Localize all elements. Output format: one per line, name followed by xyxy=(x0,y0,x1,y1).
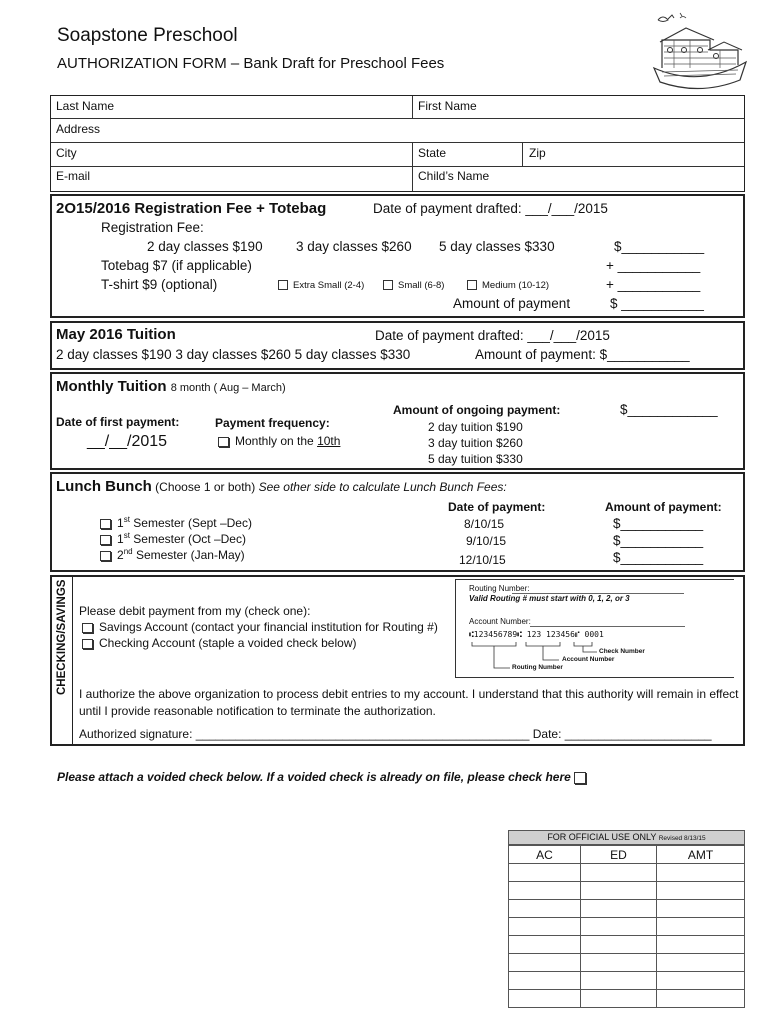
zip-field[interactable]: Zip xyxy=(529,146,546,160)
table-cell[interactable] xyxy=(657,936,745,954)
table-cell[interactable] xyxy=(581,954,657,972)
registration-fee-label: Registration Fee: xyxy=(101,220,204,235)
table-cell[interactable] xyxy=(657,918,745,936)
lunch-row-date: 9/10/15 xyxy=(466,534,507,548)
contact-info-table xyxy=(50,95,745,192)
may-amount[interactable]: Amount of payment: $___________ xyxy=(475,347,690,362)
col-ac: AC xyxy=(509,846,581,864)
table-cell[interactable] xyxy=(581,936,657,954)
table-cell[interactable] xyxy=(657,900,745,918)
registration-fee-line[interactable]: $___________ xyxy=(614,239,705,254)
may-tuition-title: May 2016 Tuition xyxy=(56,326,176,343)
table-cell[interactable] xyxy=(509,900,581,918)
table-cell[interactable] xyxy=(657,990,745,1008)
savings-option[interactable]: Savings Account (contact your financial institution for Routing #) xyxy=(82,620,438,634)
lunch-row-amount[interactable]: $___________ xyxy=(613,533,704,548)
state-field[interactable]: State xyxy=(418,146,447,160)
table-cell[interactable] xyxy=(657,864,745,882)
frequency-label: Payment frequency: xyxy=(215,416,330,430)
form-title: AUTHORIZATION FORM – Bank Draft for Preschool Fees xyxy=(57,55,445,72)
col-ed: ED xyxy=(581,846,657,864)
tshirt-line[interactable]: + ___________ xyxy=(606,277,701,292)
official-grid xyxy=(508,845,745,1008)
lunch-row-amount[interactable]: $___________ xyxy=(613,550,704,565)
totebag-fee: Totebag $7 (if applicable) xyxy=(101,258,252,273)
checkbox-icon[interactable] xyxy=(100,551,111,561)
table-cell[interactable] xyxy=(581,864,657,882)
table-cell[interactable] xyxy=(509,882,581,900)
tuition-5day: 5 day tuition $330 xyxy=(428,452,523,466)
check-number-caption: Check Number xyxy=(599,648,645,655)
table-cell[interactable] xyxy=(581,972,657,990)
lunch-date-header: Date of payment: xyxy=(448,500,546,514)
city-field[interactable]: City xyxy=(56,146,77,160)
lunch-row-amount[interactable]: $___________ xyxy=(613,516,704,531)
checkbox-icon[interactable] xyxy=(82,623,93,633)
tuition-2day: 2 day tuition $190 xyxy=(428,420,523,434)
authorization-line-1: I authorize the above organization to process debit entries to my account. I understand that this authority will remain in effect xyxy=(79,687,739,701)
may-prices: 2 day classes $190 3 day classes $260 5 day classes $330 xyxy=(56,347,411,362)
void-check-note: Please attach a voided check below. If a voided check is already on file, please check here xyxy=(57,770,592,784)
check-micr-line: ⑆123456789⑆ 123 123456⑈ 0001 xyxy=(469,630,604,639)
checkbox-icon[interactable] xyxy=(82,639,93,649)
lunch-amount-header: Amount of payment: xyxy=(605,500,722,514)
noahs-ark-illustration xyxy=(650,10,750,92)
table-cell[interactable] xyxy=(509,972,581,990)
official-use-header: FOR OFFICIAL USE ONLY Revised 8/13/15 xyxy=(508,830,745,845)
may-date-drafted[interactable]: Date of payment drafted: ___/___/2015 xyxy=(375,328,610,343)
check-valid-note: Valid Routing # must start with 0, 1, 2, or 3 xyxy=(469,594,630,603)
checkbox-icon[interactable] xyxy=(574,772,586,784)
table-cell[interactable] xyxy=(581,882,657,900)
checkbox-icon[interactable] xyxy=(278,280,288,290)
registration-date-drafted[interactable]: Date of payment drafted: ___/___/2015 xyxy=(373,201,608,216)
account-number-caption: Account Number xyxy=(562,656,615,663)
monthly-frequency-option[interactable]: Monthly on the 10th xyxy=(218,434,340,448)
email-field[interactable]: E-mail xyxy=(56,169,91,183)
registration-title: 2O15/2016 Registration Fee + Totebag xyxy=(56,200,327,217)
table-cell[interactable] xyxy=(581,918,657,936)
last-name-field[interactable]: Last Name xyxy=(56,99,115,113)
size-s-option[interactable]: Small (6-8) xyxy=(383,280,444,291)
table-cell[interactable] xyxy=(657,882,745,900)
table-cell[interactable] xyxy=(509,864,581,882)
fee-2day: 2 day classes $190 xyxy=(147,239,263,254)
official-use-table xyxy=(508,830,745,1008)
first-payment-date[interactable]: __/__/2015 xyxy=(87,433,168,450)
lunch-bunch-title: Lunch Bunch (Choose 1 or both) See other side to calculate Lunch Bunch Fees: xyxy=(56,478,507,495)
checkbox-icon[interactable] xyxy=(100,519,111,529)
first-name-field[interactable]: First Name xyxy=(418,99,477,113)
authorization-line-2: until I provide reasonable notification to terminate the authorization. xyxy=(79,704,436,718)
table-cell[interactable] xyxy=(509,990,581,1008)
table-cell[interactable] xyxy=(657,972,745,990)
signature-line[interactable]: Authorized signature: __________________________________________________ Date: ______________________ xyxy=(79,727,712,741)
check-routing-label: Routing Number: xyxy=(469,584,530,593)
routing-number-caption: Routing Number xyxy=(512,664,563,671)
school-name: Soapstone Preschool xyxy=(57,25,238,46)
table-cell[interactable] xyxy=(581,900,657,918)
table-cell[interactable] xyxy=(657,954,745,972)
checkbox-icon[interactable] xyxy=(467,280,477,290)
table-cell[interactable] xyxy=(509,954,581,972)
tuition-3day: 3 day tuition $260 xyxy=(428,436,523,450)
checking-option[interactable]: Checking Account (staple a voided check below) xyxy=(82,636,356,650)
fee-5day: 5 day classes $330 xyxy=(439,239,555,254)
child-name-field[interactable]: Child’s Name xyxy=(418,169,490,183)
address-field[interactable]: Address xyxy=(56,122,101,136)
monthly-tuition-title: Monthly Tuition 8 month ( Aug – March) xyxy=(56,378,286,395)
totebag-line[interactable]: + ___________ xyxy=(606,258,701,273)
size-m-option[interactable]: Medium (10-12) xyxy=(467,280,549,291)
registration-amount-label: Amount of payment xyxy=(453,296,571,311)
lunch-row-date: 8/10/15 xyxy=(464,517,505,531)
table-cell[interactable] xyxy=(581,990,657,1008)
checkbox-icon[interactable] xyxy=(100,535,111,545)
ongoing-amount-label: Amount of ongoing payment: xyxy=(393,403,561,417)
checking-savings-label: CHECKING/SAVINGS xyxy=(56,579,68,695)
lunch-row[interactable]: 1st Semester (Oct –Dec) xyxy=(100,532,246,546)
ongoing-amount-line[interactable]: $____________ xyxy=(620,402,718,417)
debit-prompt: Please debit payment from my (check one): xyxy=(79,604,311,618)
col-amt: AMT xyxy=(657,846,745,864)
lunch-row[interactable]: 2nd Semester (Jan-May) xyxy=(100,548,245,562)
checkbox-icon[interactable] xyxy=(383,280,393,290)
registration-total-line[interactable]: $ ___________ xyxy=(610,296,704,311)
tshirt-fee: T-shirt $9 (optional) xyxy=(101,277,218,292)
table-cell[interactable] xyxy=(509,918,581,936)
check-account-label: Account Number: xyxy=(469,617,531,626)
fee-3day: 3 day classes $260 xyxy=(296,239,412,254)
first-payment-label: Date of first payment: xyxy=(56,415,180,429)
lunch-row-date: 12/10/15 xyxy=(459,553,506,567)
size-xs-option[interactable]: Extra Small (2-4) xyxy=(278,280,364,291)
table-cell[interactable] xyxy=(509,936,581,954)
lunch-row[interactable]: 1st Semester (Sept –Dec) xyxy=(100,516,252,530)
checkbox-icon[interactable] xyxy=(218,437,229,447)
